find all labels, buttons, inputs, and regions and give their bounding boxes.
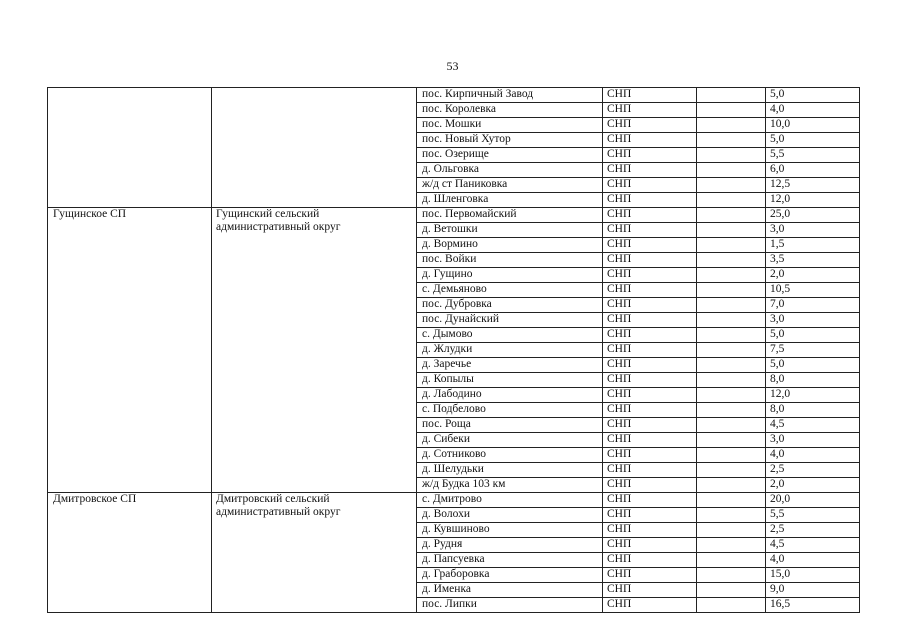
value-cell: 5,0 bbox=[766, 358, 860, 373]
type-cell: СНП bbox=[603, 238, 697, 253]
value-cell: 10,5 bbox=[766, 283, 860, 298]
type-cell: СНП bbox=[603, 343, 697, 358]
value-cell: 3,5 bbox=[766, 253, 860, 268]
type-cell: СНП bbox=[603, 493, 697, 508]
settlement-cell: д. Копылы bbox=[417, 373, 603, 388]
value-cell: 5,0 bbox=[766, 88, 860, 103]
type-cell: СНП bbox=[603, 148, 697, 163]
type-cell: СНП bbox=[603, 433, 697, 448]
settlements-table bbox=[47, 87, 860, 613]
extra-cell bbox=[697, 103, 766, 118]
district-cell: Гущинский сельский административный округ bbox=[212, 208, 417, 493]
value-cell: 4,0 bbox=[766, 448, 860, 463]
settlement-cell: пос. Новый Хутор bbox=[417, 133, 603, 148]
type-cell: СНП bbox=[603, 388, 697, 403]
settlement-cell: д. Вормино bbox=[417, 238, 603, 253]
value-cell: 20,0 bbox=[766, 493, 860, 508]
type-cell: СНП bbox=[603, 88, 697, 103]
type-cell: СНП bbox=[603, 328, 697, 343]
settlement-cell: д. Лабодино bbox=[417, 388, 603, 403]
extra-cell bbox=[697, 448, 766, 463]
type-cell: СНП bbox=[603, 298, 697, 313]
value-cell: 7,5 bbox=[766, 343, 860, 358]
extra-cell bbox=[697, 253, 766, 268]
extra-cell bbox=[697, 568, 766, 583]
settlement-cell: д. Кувшиново bbox=[417, 523, 603, 538]
type-cell: СНП bbox=[603, 313, 697, 328]
value-cell: 5,0 bbox=[766, 133, 860, 148]
settlement-cell: с. Подбелово bbox=[417, 403, 603, 418]
type-cell: СНП bbox=[603, 193, 697, 208]
settlement-cell: д. Именка bbox=[417, 583, 603, 598]
type-cell: СНП bbox=[603, 268, 697, 283]
type-cell: СНП bbox=[603, 118, 697, 133]
value-cell: 12,5 bbox=[766, 178, 860, 193]
settlement-cell: ж/д Будка 103 км bbox=[417, 478, 603, 493]
settlement-cell: д. Рудня bbox=[417, 538, 603, 553]
district-cell: Дмитровский сельский административный округ bbox=[212, 493, 417, 613]
page-number: 53 bbox=[446, 59, 459, 73]
settlement-cell: пос. Мошки bbox=[417, 118, 603, 133]
extra-cell bbox=[697, 88, 766, 103]
value-cell: 8,0 bbox=[766, 403, 860, 418]
extra-cell bbox=[697, 133, 766, 148]
settlement-cell: пос. Липки bbox=[417, 598, 603, 613]
value-cell: 5,5 bbox=[766, 148, 860, 163]
extra-cell bbox=[697, 373, 766, 388]
extra-cell bbox=[697, 358, 766, 373]
type-cell: СНП bbox=[603, 553, 697, 568]
settlement-cell: пос. Дубровка bbox=[417, 298, 603, 313]
type-cell: СНП bbox=[603, 373, 697, 388]
value-cell: 2,0 bbox=[766, 268, 860, 283]
settlement-cell: д. Папсуевка bbox=[417, 553, 603, 568]
value-cell: 3,0 bbox=[766, 313, 860, 328]
value-cell: 4,5 bbox=[766, 538, 860, 553]
settlement-cell: д. Сотниково bbox=[417, 448, 603, 463]
extra-cell bbox=[697, 553, 766, 568]
settlement-cell: с. Дмитрово bbox=[417, 493, 603, 508]
extra-cell bbox=[697, 478, 766, 493]
settlement-cell: пос. Роща bbox=[417, 418, 603, 433]
value-cell: 16,5 bbox=[766, 598, 860, 613]
value-cell: 2,5 bbox=[766, 523, 860, 538]
extra-cell bbox=[697, 208, 766, 223]
value-cell: 7,0 bbox=[766, 298, 860, 313]
settlement-cell: пос. Кирпичный Завод bbox=[417, 88, 603, 103]
settlement-cell: с. Демьяново bbox=[417, 283, 603, 298]
type-cell: СНП bbox=[603, 103, 697, 118]
type-cell: СНП bbox=[603, 178, 697, 193]
settlement-cell: д. Гущино bbox=[417, 268, 603, 283]
settlement-cell: д. Ветошки bbox=[417, 223, 603, 238]
settlement-cell: пос. Первомайский bbox=[417, 208, 603, 223]
extra-cell bbox=[697, 328, 766, 343]
district-cell bbox=[212, 88, 417, 208]
settlement-cell: д. Волохи bbox=[417, 508, 603, 523]
value-cell: 15,0 bbox=[766, 568, 860, 583]
settlement-cell: ж/д ст Паниковка bbox=[417, 178, 603, 193]
type-cell: СНП bbox=[603, 223, 697, 238]
table-row bbox=[48, 88, 860, 103]
value-cell: 3,0 bbox=[766, 223, 860, 238]
settlement-cell: пос. Дунайский bbox=[417, 313, 603, 328]
type-cell: СНП bbox=[603, 358, 697, 373]
type-cell: СНП bbox=[603, 163, 697, 178]
extra-cell bbox=[697, 313, 766, 328]
value-cell: 4,0 bbox=[766, 103, 860, 118]
value-cell: 2,0 bbox=[766, 478, 860, 493]
settlement-cell: пос. Озерище bbox=[417, 148, 603, 163]
settlement-cell: пос. Войки bbox=[417, 253, 603, 268]
extra-cell bbox=[697, 433, 766, 448]
type-cell: СНП bbox=[603, 403, 697, 418]
type-cell: СНП bbox=[603, 133, 697, 148]
settlement-cell: д. Шленговка bbox=[417, 193, 603, 208]
value-cell: 2,5 bbox=[766, 463, 860, 478]
extra-cell bbox=[697, 418, 766, 433]
settlements-table-body bbox=[48, 88, 860, 613]
type-cell: СНП bbox=[603, 208, 697, 223]
extra-cell bbox=[697, 493, 766, 508]
extra-cell bbox=[697, 193, 766, 208]
extra-cell bbox=[697, 268, 766, 283]
extra-cell bbox=[697, 583, 766, 598]
type-cell: СНП bbox=[603, 538, 697, 553]
extra-cell bbox=[697, 403, 766, 418]
extra-cell bbox=[697, 163, 766, 178]
extra-cell bbox=[697, 223, 766, 238]
value-cell: 1,5 bbox=[766, 238, 860, 253]
value-cell: 12,0 bbox=[766, 193, 860, 208]
extra-cell bbox=[697, 283, 766, 298]
extra-cell bbox=[697, 343, 766, 358]
type-cell: СНП bbox=[603, 583, 697, 598]
settlement-cell: д. Сибеки bbox=[417, 433, 603, 448]
type-cell: СНП bbox=[603, 283, 697, 298]
extra-cell bbox=[697, 598, 766, 613]
municipality-cell: Гущинское СП bbox=[48, 208, 212, 493]
type-cell: СНП bbox=[603, 508, 697, 523]
type-cell: СНП bbox=[603, 448, 697, 463]
settlement-cell: с. Дымово bbox=[417, 328, 603, 343]
type-cell: СНП bbox=[603, 418, 697, 433]
value-cell: 6,0 bbox=[766, 163, 860, 178]
value-cell: 3,0 bbox=[766, 433, 860, 448]
value-cell: 4,5 bbox=[766, 418, 860, 433]
table-row bbox=[48, 208, 860, 223]
type-cell: СНП bbox=[603, 478, 697, 493]
settlement-cell: д. Граборовка bbox=[417, 568, 603, 583]
value-cell: 5,0 bbox=[766, 328, 860, 343]
municipality-cell bbox=[48, 88, 212, 208]
settlement-cell: д. Заречье bbox=[417, 358, 603, 373]
extra-cell bbox=[697, 298, 766, 313]
extra-cell bbox=[697, 238, 766, 253]
value-cell: 5,5 bbox=[766, 508, 860, 523]
value-cell: 4,0 bbox=[766, 553, 860, 568]
municipality-cell: Дмитровское СП bbox=[48, 493, 212, 613]
extra-cell bbox=[697, 508, 766, 523]
extra-cell bbox=[697, 148, 766, 163]
settlement-cell: пос. Королевка bbox=[417, 103, 603, 118]
type-cell: СНП bbox=[603, 568, 697, 583]
settlement-cell: д. Шелудьки bbox=[417, 463, 603, 478]
extra-cell bbox=[697, 538, 766, 553]
extra-cell bbox=[697, 388, 766, 403]
value-cell: 12,0 bbox=[766, 388, 860, 403]
type-cell: СНП bbox=[603, 253, 697, 268]
value-cell: 25,0 bbox=[766, 208, 860, 223]
extra-cell bbox=[697, 523, 766, 538]
type-cell: СНП bbox=[603, 523, 697, 538]
value-cell: 8,0 bbox=[766, 373, 860, 388]
extra-cell bbox=[697, 463, 766, 478]
settlement-cell: д. Ольговка bbox=[417, 163, 603, 178]
value-cell: 10,0 bbox=[766, 118, 860, 133]
extra-cell bbox=[697, 178, 766, 193]
type-cell: СНП bbox=[603, 598, 697, 613]
table-row bbox=[48, 493, 860, 508]
settlement-cell: д. Жлудки bbox=[417, 343, 603, 358]
value-cell: 9,0 bbox=[766, 583, 860, 598]
type-cell: СНП bbox=[603, 463, 697, 478]
extra-cell bbox=[697, 118, 766, 133]
